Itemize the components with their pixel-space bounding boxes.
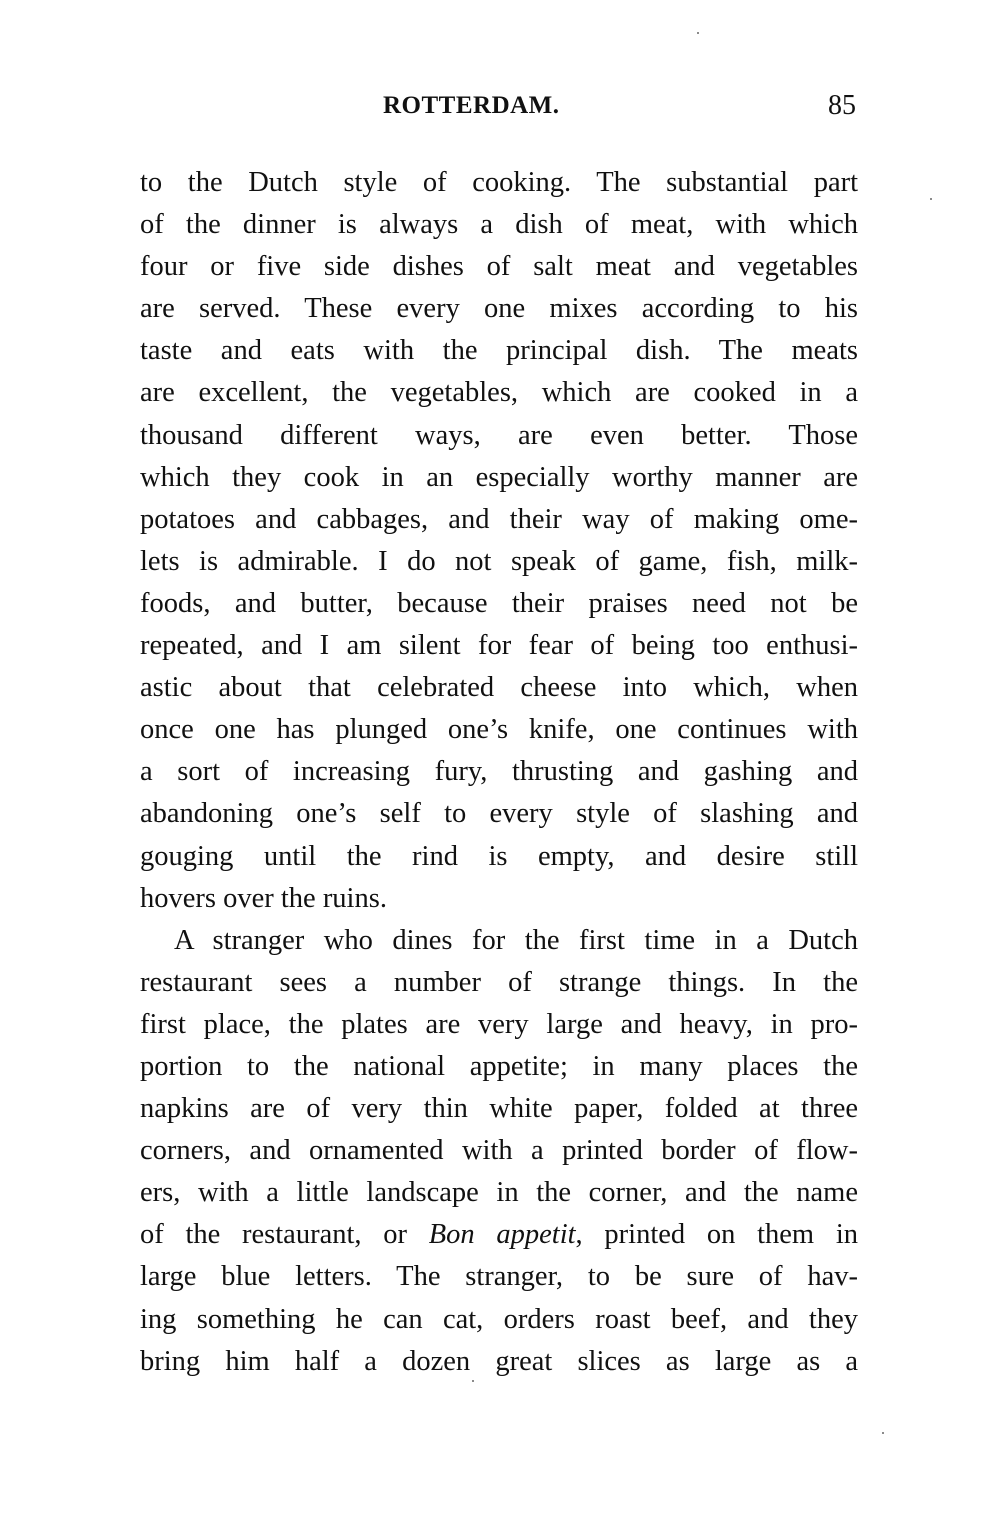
- text-line: which they cook in an especially worthy manner are: [140, 461, 858, 493]
- text-line: hovers over the ruins.: [140, 882, 387, 914]
- text-line: thousand different ways, are even better. Those: [140, 419, 858, 451]
- text-line: lets is admirable. I do not speak of game, fish, milk-: [140, 545, 858, 577]
- text-line: taste and eats with the principal dish. The meats: [140, 335, 858, 367]
- text-line: to the Dutch style of cooking. The substantial part: [140, 167, 858, 198]
- paragraph-1: [140, 162, 858, 920]
- text-line: are excellent, the vegetables, which are cooked in a: [140, 377, 858, 409]
- body-text: [140, 162, 858, 1383]
- text-line: potatoes and cabbages, and their way of making ome-: [140, 503, 858, 535]
- running-header: [140, 86, 858, 126]
- text-line: abandoning one’s self to every style of slashing and: [140, 798, 858, 830]
- text-line: are served. These every one mixes according to his: [140, 293, 858, 325]
- text-segment: of the restaurant, or: [140, 1219, 429, 1251]
- italic-phrase: Bon appetit: [428, 1219, 576, 1251]
- running-title: ROTTERDAM.: [383, 92, 560, 119]
- text-line: four or five side dishes of salt meat and vegetables: [140, 251, 858, 283]
- text-line: repeated, and I am silent for fear of being too enthusi-: [140, 630, 858, 662]
- text-line: of the dinner is always a dish of meat, with which: [140, 209, 858, 241]
- text-line: napkins are of very thin white paper, folded at three: [140, 1093, 858, 1125]
- text-line: a sort of increasing fury, thrusting and gashing and: [140, 756, 858, 788]
- text-line: first place, the plates are very large and heavy, in pro-: [140, 1008, 858, 1040]
- text-line-with-italic: [140, 1214, 858, 1256]
- text-line: portion to the national appetite; in many places the: [140, 1050, 858, 1082]
- text-line: ers, with a little landscape in the corner, and the name: [140, 1177, 858, 1209]
- text-line: restaurant sees a number of strange things. In the: [140, 966, 858, 998]
- text-line: ing something he can cat, orders roast beef, and they: [140, 1303, 858, 1335]
- text-line: bring him half a dozen great slices as large as a: [140, 1345, 858, 1377]
- book-page: [140, 0, 858, 1540]
- text-line: gouging until the rind is empty, and desire still: [140, 840, 858, 872]
- text-line: corners, and ornamented with a printed border of flow-: [140, 1135, 858, 1167]
- text-line: once one has plunged one’s knife, one continues with: [140, 714, 858, 746]
- paper-speck: [697, 32, 699, 34]
- page-number: 85: [828, 90, 856, 121]
- text-line: A stranger who dines for the first time in a Dutch: [174, 924, 858, 956]
- paragraph-2: [140, 920, 858, 1383]
- text-line: foods, and butter, because their praises need not be: [140, 587, 858, 619]
- text-line: large blue letters. The stranger, to be sure of hav-: [140, 1261, 858, 1293]
- text-line: astic about that celebrated cheese into which, when: [140, 672, 858, 704]
- paper-speck: [472, 1380, 474, 1382]
- text-segment: , printed on them in: [575, 1219, 858, 1251]
- paper-speck: [930, 198, 932, 200]
- paper-speck: [882, 1432, 884, 1434]
